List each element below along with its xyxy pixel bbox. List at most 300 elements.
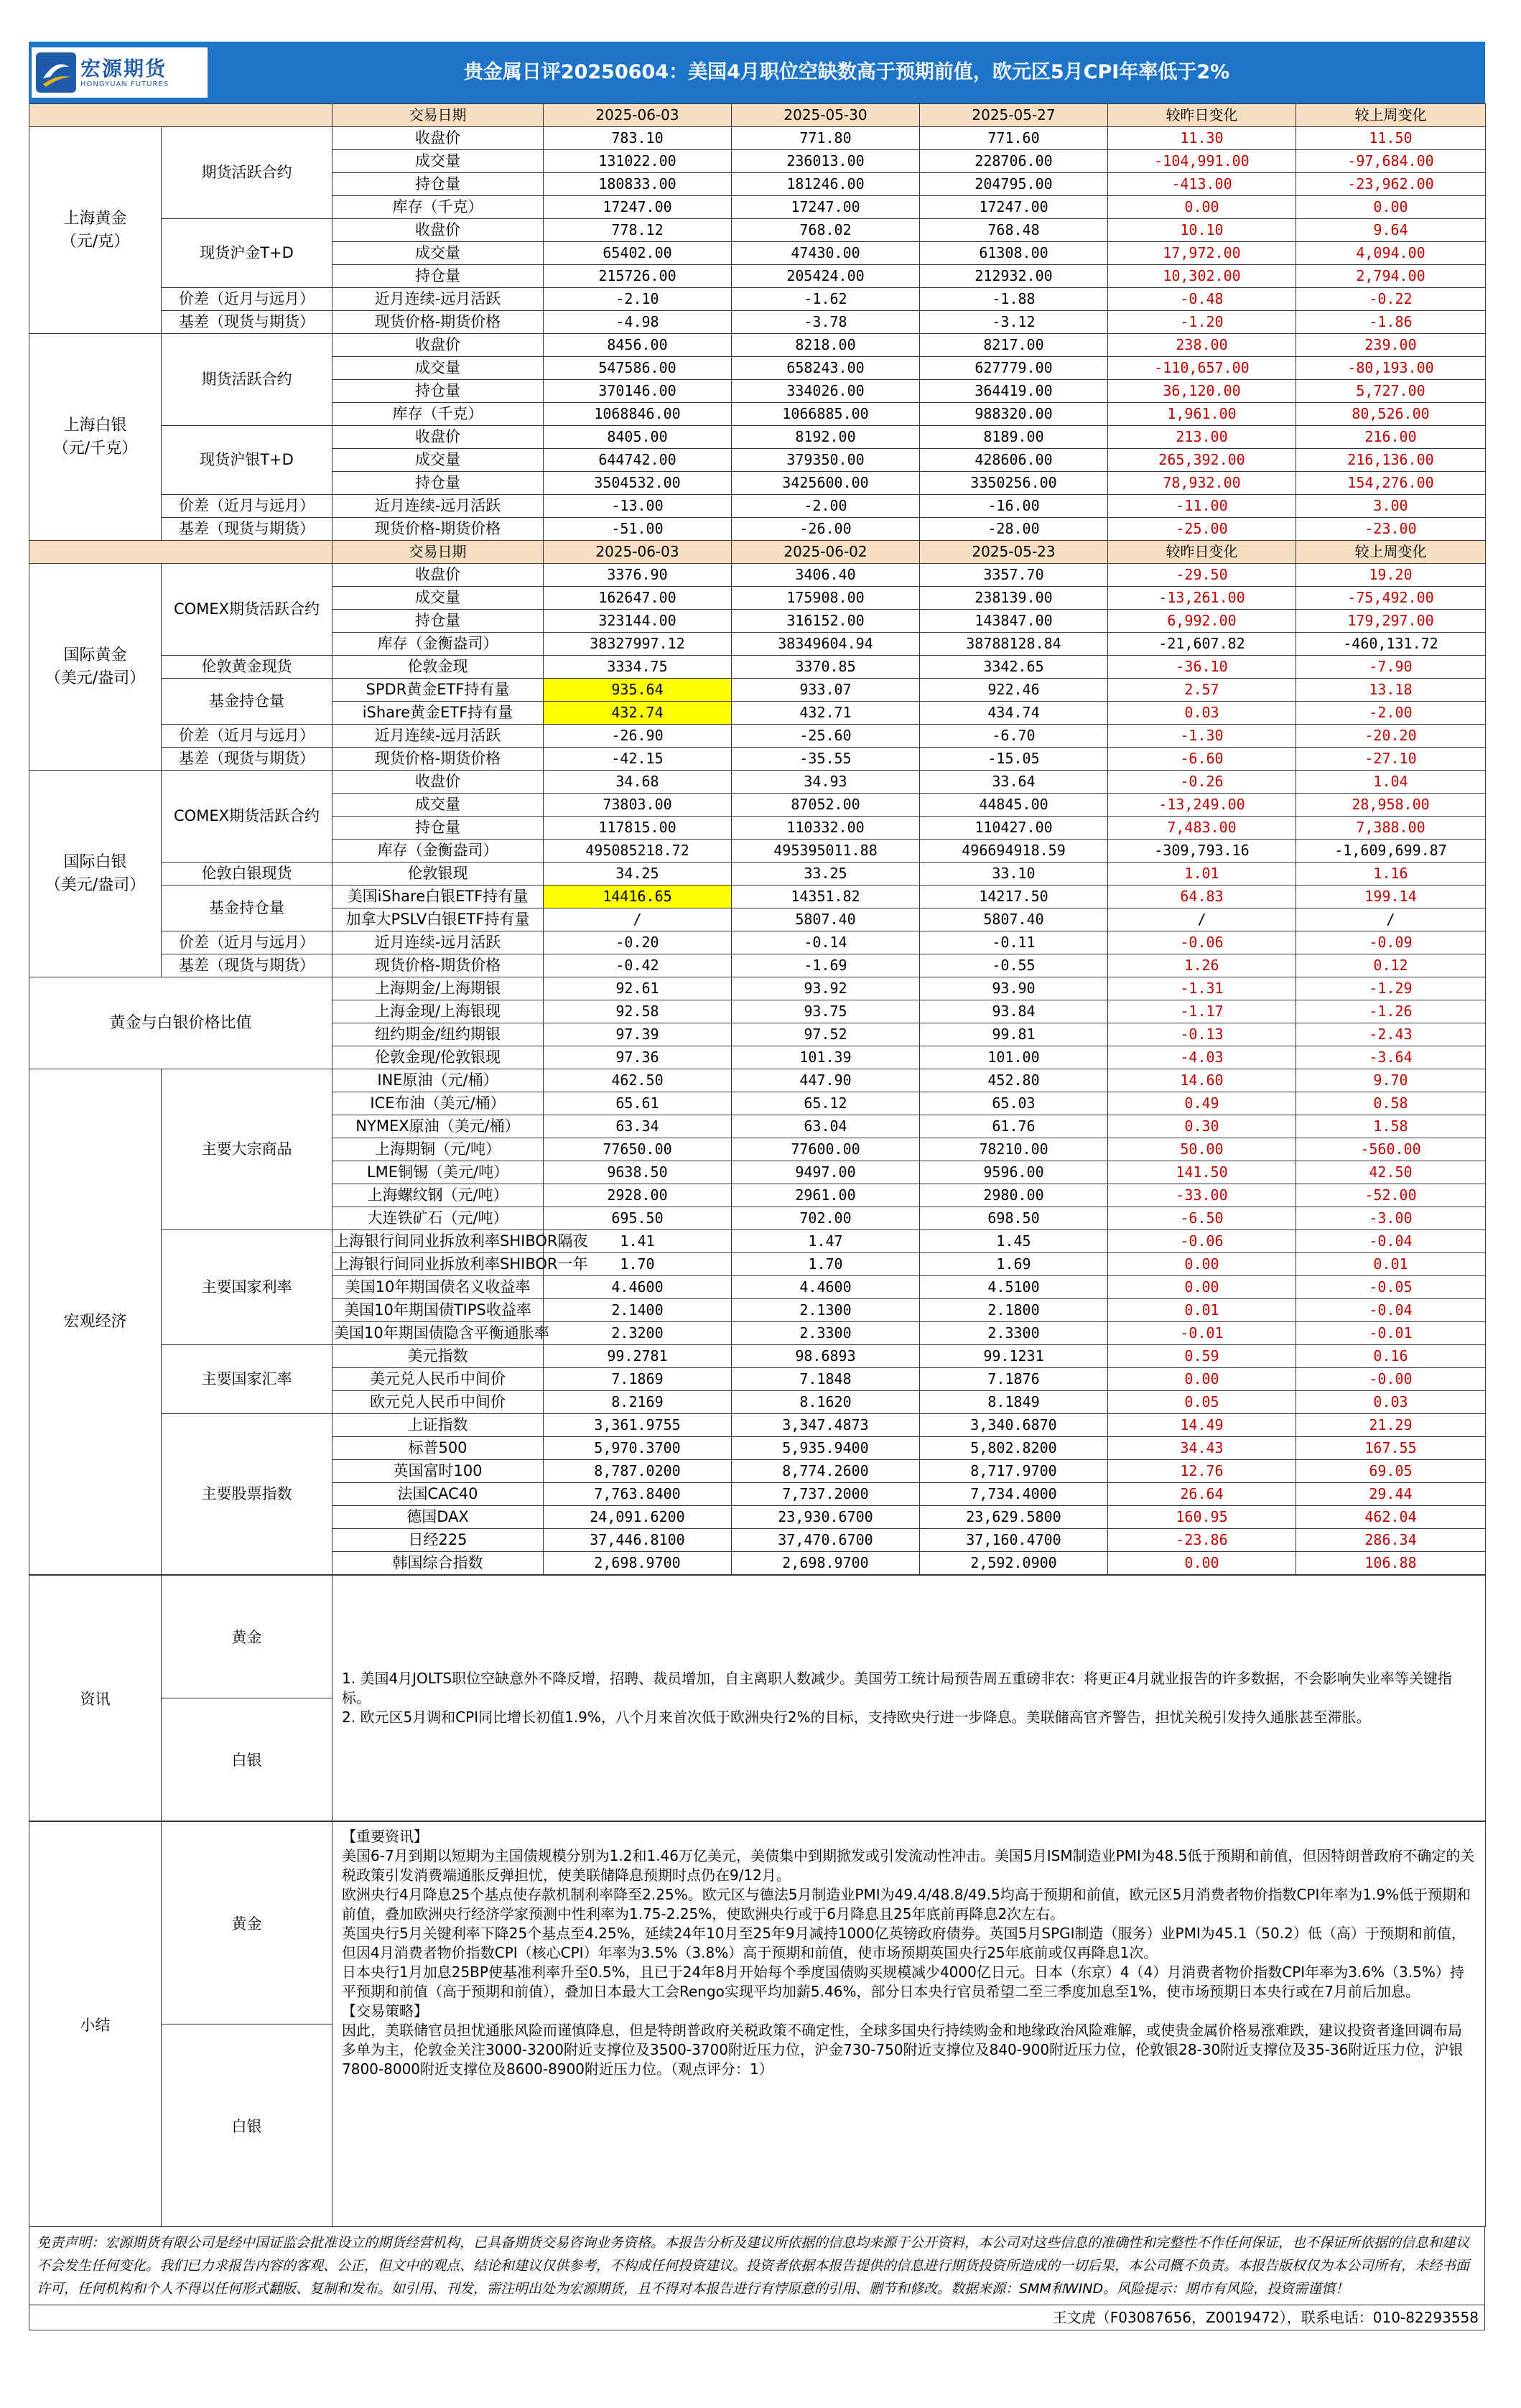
value-cell: 8192.00 xyxy=(732,426,920,449)
value-cell: 771.80 xyxy=(732,127,920,150)
value-cell: 5,970.3700 xyxy=(544,1437,732,1460)
value-cell: 9596.00 xyxy=(920,1161,1108,1184)
value-cell: 34.68 xyxy=(544,771,732,794)
value-cell: 154,276.00 xyxy=(1296,472,1486,495)
value-cell: 9.64 xyxy=(1296,219,1486,242)
value-cell: -6.60 xyxy=(1108,748,1296,771)
value-cell: 0.01 xyxy=(1296,1253,1486,1276)
header-blank xyxy=(29,541,332,564)
value-cell: 167.55 xyxy=(1296,1437,1486,1460)
metric-name: 法国CAC40 xyxy=(332,1483,544,1506)
value-cell: 64.83 xyxy=(1108,885,1296,908)
info-paragraph-1: 1. 美国4月JOLTS职位空缺意外不降反增，招聘、裁员增加，自主离职人数减少。美国劳工统计局预告周五重磅非农：将更正4月就业报告的许多数据，不会影响失业率等关键指标。 xyxy=(342,1670,1452,1706)
value-cell: 63.34 xyxy=(544,1115,732,1138)
metric-name: 持仓量 xyxy=(332,817,544,840)
value-cell: -2.00 xyxy=(732,495,920,518)
metric-name: 现货价格-期货价格 xyxy=(332,954,544,977)
value-cell: 101.00 xyxy=(920,1046,1108,1069)
metric-name: 纽约期金/纽约期银 xyxy=(332,1023,544,1046)
value-cell: 17247.00 xyxy=(732,196,920,219)
value-cell: 23,930.6700 xyxy=(732,1506,920,1529)
value-cell: 17247.00 xyxy=(544,196,732,219)
value-cell: / xyxy=(1296,908,1486,931)
value-cell: -1.69 xyxy=(732,954,920,977)
value-cell: 215726.00 xyxy=(544,265,732,288)
value-cell: 496694918.59 xyxy=(920,840,1108,863)
value-cell: 65.61 xyxy=(544,1092,732,1115)
metric-name: 持仓量 xyxy=(332,380,544,403)
value-cell: 92.61 xyxy=(544,977,732,1000)
value-cell: -0.04 xyxy=(1296,1299,1486,1322)
sub-group-label: 价差（近月与远月） xyxy=(162,931,332,954)
value-cell: 228706.00 xyxy=(920,150,1108,173)
metric-name: 美国iShare白银ETF持有量 xyxy=(332,885,544,908)
value-cell: 1.41 xyxy=(544,1230,732,1253)
metric-name: 持仓量 xyxy=(332,173,544,196)
value-cell: 334026.00 xyxy=(732,380,920,403)
value-cell: -1.88 xyxy=(920,288,1108,311)
value-cell: 2,698.9700 xyxy=(544,1552,732,1575)
metric-name: 库存（千克） xyxy=(332,196,544,219)
metric-name: INE原油（元/桶） xyxy=(332,1069,544,1092)
value-cell: 213.00 xyxy=(1108,426,1296,449)
report-page xyxy=(29,42,1485,2330)
value-cell: -0.26 xyxy=(1108,771,1296,794)
value-cell: 0.58 xyxy=(1296,1092,1486,1115)
metric-name: 上海期金/上海期银 xyxy=(332,977,544,1000)
value-cell: / xyxy=(1108,908,1296,931)
metric-name: 加拿大PSLV白银ETF持有量 xyxy=(332,908,544,931)
value-cell: 8.1620 xyxy=(732,1391,920,1414)
metric-name: 标普500 xyxy=(332,1437,544,1460)
value-cell: -2.43 xyxy=(1296,1023,1486,1046)
value-cell: 5,727.00 xyxy=(1296,380,1486,403)
value-cell: -15.05 xyxy=(920,748,1108,771)
table-row xyxy=(29,518,1486,541)
sub-group-label: 基差（现货与期货） xyxy=(162,954,332,977)
value-cell: 1066885.00 xyxy=(732,403,920,426)
value-cell: 42.50 xyxy=(1296,1161,1486,1184)
value-cell: / xyxy=(544,908,732,931)
value-cell: 117815.00 xyxy=(544,817,732,840)
value-cell: 988320.00 xyxy=(920,403,1108,426)
value-cell: -51.00 xyxy=(544,518,732,541)
value-cell: 3342.65 xyxy=(920,656,1108,679)
value-cell: 24,091.6200 xyxy=(544,1506,732,1529)
analyst-contact: 王文虎（F03087656，Z0019472），联系电话：010-82293558 xyxy=(29,2305,1485,2330)
header-blank xyxy=(29,104,332,127)
sub-group-label: 基差（现货与期货） xyxy=(162,748,332,771)
value-cell: -0.55 xyxy=(920,954,1108,977)
value-cell: 238139.00 xyxy=(920,587,1108,610)
value-cell: 2.3300 xyxy=(920,1322,1108,1345)
value-cell: 3504532.00 xyxy=(544,472,732,495)
value-cell: 0.03 xyxy=(1296,1391,1486,1414)
value-cell: 0.12 xyxy=(1296,954,1486,977)
value-cell: 7.1869 xyxy=(544,1368,732,1391)
metric-name: 库存（千克） xyxy=(332,403,544,426)
value-cell: 80,526.00 xyxy=(1296,403,1486,426)
value-cell: 0.03 xyxy=(1108,702,1296,725)
value-cell: 452.80 xyxy=(920,1069,1108,1092)
group-label: 宏观经济 xyxy=(29,1069,162,1575)
value-cell: 627779.00 xyxy=(920,357,1108,380)
metric-name: 伦敦金现/伦敦银现 xyxy=(332,1046,544,1069)
value-cell: 933.07 xyxy=(732,679,920,702)
value-cell: 0.00 xyxy=(1108,196,1296,219)
table-row xyxy=(29,771,1486,794)
metric-name: SPDR黄金ETF持有量 xyxy=(332,679,544,702)
value-cell: -25.60 xyxy=(732,725,920,748)
table-header-row xyxy=(29,541,1486,564)
table-row xyxy=(29,1414,1486,1437)
value-cell: 99.2781 xyxy=(544,1345,732,1368)
value-cell: 1.04 xyxy=(1296,771,1486,794)
value-cell: -80,193.00 xyxy=(1296,357,1486,380)
value-cell: 5807.40 xyxy=(920,908,1108,931)
value-cell: 162647.00 xyxy=(544,587,732,610)
value-cell: 0.05 xyxy=(1108,1391,1296,1414)
column-header: 2025-05-23 xyxy=(920,541,1108,564)
value-cell: -13,249.00 xyxy=(1108,794,1296,817)
metric-name: 欧元兑人民币中间价 xyxy=(332,1391,544,1414)
value-cell: 61.76 xyxy=(920,1115,1108,1138)
value-cell: 38327997.12 xyxy=(544,633,732,656)
value-cell: 7.1848 xyxy=(732,1368,920,1391)
group-label: 国际黄金 （美元/盎司） xyxy=(29,564,162,771)
metric-name: 收盘价 xyxy=(332,334,544,357)
value-cell: 65.12 xyxy=(732,1092,920,1115)
value-cell: 434.74 xyxy=(920,702,1108,725)
value-cell: -3.12 xyxy=(920,311,1108,334)
value-cell: 2.3200 xyxy=(544,1322,732,1345)
value-cell: -23.86 xyxy=(1108,1529,1296,1552)
value-cell: 38788128.84 xyxy=(920,633,1108,656)
value-cell: -6.70 xyxy=(920,725,1108,748)
info-content xyxy=(332,1576,1486,1821)
sub-group-label: 基差（现货与期货） xyxy=(162,311,332,334)
value-cell: -1.86 xyxy=(1296,311,1486,334)
value-cell: 12.76 xyxy=(1108,1460,1296,1483)
value-cell: -25.00 xyxy=(1108,518,1296,541)
metric-name: 近月连续-远月活跃 xyxy=(332,288,544,311)
value-cell: -26.90 xyxy=(544,725,732,748)
value-cell: -28.00 xyxy=(920,518,1108,541)
value-cell: 77600.00 xyxy=(732,1138,920,1161)
value-cell: 106.88 xyxy=(1296,1552,1486,1575)
value-cell: 2.57 xyxy=(1108,679,1296,702)
metric-name: 持仓量 xyxy=(332,472,544,495)
value-cell: -0.09 xyxy=(1296,931,1486,954)
metric-name: 伦敦金现 xyxy=(332,656,544,679)
value-cell: -7.90 xyxy=(1296,656,1486,679)
value-cell: -1.17 xyxy=(1108,1000,1296,1023)
metric-name: 近月连续-远月活跃 xyxy=(332,931,544,954)
value-cell: -104,991.00 xyxy=(1108,150,1296,173)
value-cell: 77650.00 xyxy=(544,1138,732,1161)
sub-group-label: 期货活跃合约 xyxy=(162,127,332,219)
value-cell: 323144.00 xyxy=(544,610,732,633)
value-cell: 34.25 xyxy=(544,863,732,885)
value-cell: -20.20 xyxy=(1296,725,1486,748)
value-cell: 34.43 xyxy=(1108,1437,1296,1460)
metric-name: 收盘价 xyxy=(332,771,544,794)
column-header: 交易日期 xyxy=(332,104,544,127)
value-cell: 8,774.2600 xyxy=(732,1460,920,1483)
value-cell: 14.60 xyxy=(1108,1069,1296,1092)
table-row xyxy=(29,1230,1486,1253)
value-cell: -6.50 xyxy=(1108,1207,1296,1230)
sub-group-label: 基差（现货与期货） xyxy=(162,518,332,541)
column-header: 较昨日变化 xyxy=(1108,541,1296,564)
value-cell: 8405.00 xyxy=(544,426,732,449)
report-title: 贵金属日评20250604：美国4月职位空缺数高于预期前值，欧元区5月CPI年率低于2% xyxy=(463,61,1230,83)
value-cell: 370146.00 xyxy=(544,380,732,403)
value-cell: 2961.00 xyxy=(732,1184,920,1207)
value-cell: 34.93 xyxy=(732,771,920,794)
value-cell: -0.05 xyxy=(1296,1276,1486,1299)
metric-name: 成交量 xyxy=(332,150,544,173)
value-cell: 0.00 xyxy=(1296,196,1486,219)
value-cell: 8.1849 xyxy=(920,1391,1108,1414)
value-cell: -3.00 xyxy=(1296,1207,1486,1230)
value-cell: -0.14 xyxy=(732,931,920,954)
column-header: 较昨日变化 xyxy=(1108,104,1296,127)
column-header: 交易日期 xyxy=(332,541,544,564)
value-cell: 1.47 xyxy=(732,1230,920,1253)
value-cell: -3.78 xyxy=(732,311,920,334)
summary-section xyxy=(29,1821,1486,2227)
value-cell: 175908.00 xyxy=(732,587,920,610)
sub-group-label: COMEX期货活跃合约 xyxy=(162,771,332,863)
value-cell: -1.20 xyxy=(1108,311,1296,334)
sub-group-label: 价差（近月与远月） xyxy=(162,725,332,748)
value-cell: 180833.00 xyxy=(544,173,732,196)
value-cell: 17247.00 xyxy=(920,196,1108,219)
metric-name: 成交量 xyxy=(332,242,544,265)
value-cell: 14217.50 xyxy=(920,885,1108,908)
value-cell: 236013.00 xyxy=(732,150,920,173)
value-cell: 462.50 xyxy=(544,1069,732,1092)
value-cell: 644742.00 xyxy=(544,449,732,472)
value-cell: 698.50 xyxy=(920,1207,1108,1230)
value-cell: 286.34 xyxy=(1296,1529,1486,1552)
info-paragraph-2: 2. 欧元区5月调和CPI同比增长初值1.9%，八个月来首次低于欧洲央行2%的目标，支持欧央行进一步降息。美联储高官齐警告，担忧关税引发持久通胀甚至滞胀。 xyxy=(342,1709,1371,1726)
value-cell: -0.42 xyxy=(544,954,732,977)
sub-group-label: 现货沪银T+D xyxy=(162,426,332,495)
value-cell: 1.58 xyxy=(1296,1115,1486,1138)
summary-paragraph-4: 日本央行1月加息25BP使基准利率升至0.5%，且已于24年8月开始每个季度国债购买规模减少4000亿日元。日本（东京）4（4）月消费者物价指数CPI年率为3.6%（3.5%）持平预期和前值（高于预期和前值），叠加日本最大工会Rengo实现平均加薪5.46%，部分日本央行官员希望二至三季度加息至1%，使市场预期日本央行或在7月前后加息。 xyxy=(342,1963,1464,2000)
value-cell: 4.5100 xyxy=(920,1276,1108,1299)
value-cell: 1.69 xyxy=(920,1253,1108,1276)
value-cell: -0.01 xyxy=(1296,1322,1486,1345)
value-cell: 216,136.00 xyxy=(1296,449,1486,472)
value-cell: 3,340.6870 xyxy=(920,1414,1108,1437)
value-cell: 0.00 xyxy=(1108,1552,1296,1575)
table-row xyxy=(29,495,1486,518)
summary-content xyxy=(332,1822,1486,2227)
value-cell: 37,446.8100 xyxy=(544,1529,732,1552)
value-cell: 0.16 xyxy=(1296,1345,1486,1368)
value-cell: -0.01 xyxy=(1108,1322,1296,1345)
value-cell: 239.00 xyxy=(1296,334,1486,357)
value-cell: 97.52 xyxy=(732,1023,920,1046)
value-cell: 1.70 xyxy=(732,1253,920,1276)
value-cell: -1.29 xyxy=(1296,977,1486,1000)
value-cell: -560.00 xyxy=(1296,1138,1486,1161)
metric-name: 伦敦银现 xyxy=(332,863,544,885)
value-cell: 33.10 xyxy=(920,863,1108,885)
value-cell: 316152.00 xyxy=(732,610,920,633)
value-cell: -0.06 xyxy=(1108,931,1296,954)
value-cell: 3357.70 xyxy=(920,564,1108,587)
hongyuan-logo-icon xyxy=(36,52,76,93)
value-cell: 1.26 xyxy=(1108,954,1296,977)
value-cell: 8,787.0200 xyxy=(544,1460,732,1483)
table-row xyxy=(29,219,1486,242)
column-header: 2025-05-27 xyxy=(920,104,1108,127)
metric-name: 收盘价 xyxy=(332,564,544,587)
value-cell: 702.00 xyxy=(732,1207,920,1230)
value-cell: 29.44 xyxy=(1296,1483,1486,1506)
value-cell: -1.30 xyxy=(1108,725,1296,748)
summary-heading-news: 【重要资讯】 xyxy=(342,1828,428,1845)
value-cell: -21,607.82 xyxy=(1108,633,1296,656)
metric-name: 成交量 xyxy=(332,587,544,610)
value-cell: 379350.00 xyxy=(732,449,920,472)
value-cell: 432.71 xyxy=(732,702,920,725)
value-cell: 428606.00 xyxy=(920,449,1108,472)
value-cell: 10.10 xyxy=(1108,219,1296,242)
summary-paragraph-2: 欧洲央行4月降息25个基点使存款机制利率降至2.25%。欧元区与德法5月制造业PMI为49.4/48.8/49.5均高于预期和前值，欧元区5月消费者物价指数CPI年率为1.9%低于预期和前值，叠加欧洲央行经济学家预测中性利率为1.75-2.25%，使欧洲央行或于6月降息且25年底前再降息2次左右。 xyxy=(342,1886,1471,1923)
metric-name: 美国10年期国债TIPS收益率 xyxy=(332,1299,544,1322)
table-row xyxy=(29,885,1486,908)
group-label: 上海黄金 （元/克） xyxy=(29,127,162,334)
value-cell: 3425600.00 xyxy=(732,472,920,495)
table-row xyxy=(29,725,1486,748)
table-row xyxy=(29,863,1486,885)
value-cell: -75,492.00 xyxy=(1296,587,1486,610)
value-cell: 1.16 xyxy=(1296,863,1486,885)
table-row xyxy=(29,564,1486,587)
value-cell: 73803.00 xyxy=(544,794,732,817)
value-cell: 3,361.9755 xyxy=(544,1414,732,1437)
metric-name: 近月连续-远月活跃 xyxy=(332,495,544,518)
value-cell: 36,120.00 xyxy=(1108,380,1296,403)
value-cell: 768.48 xyxy=(920,219,1108,242)
table-row xyxy=(29,748,1486,771)
group-label: 黄金与白银价格比值 xyxy=(29,977,332,1069)
value-cell: -1.26 xyxy=(1296,1000,1486,1023)
metric-name: 持仓量 xyxy=(332,610,544,633)
value-cell: 179,297.00 xyxy=(1296,610,1486,633)
summary-heading-strategy: 【交易策略】 xyxy=(342,2002,428,2019)
value-cell: 658243.00 xyxy=(732,357,920,380)
market-data-table xyxy=(29,103,1486,1575)
value-cell: 495085218.72 xyxy=(544,840,732,863)
table-row xyxy=(29,931,1486,954)
value-cell: 14416.65 xyxy=(544,885,732,908)
value-cell: 783.10 xyxy=(544,127,732,150)
value-cell: 33.25 xyxy=(732,863,920,885)
metric-name: 大连铁矿石（元/吨） xyxy=(332,1207,544,1230)
metric-name: 成交量 xyxy=(332,449,544,472)
value-cell: -33.00 xyxy=(1108,1184,1296,1207)
value-cell: -35.55 xyxy=(732,748,920,771)
metric-name: 收盘价 xyxy=(332,127,544,150)
value-cell: -2.00 xyxy=(1296,702,1486,725)
value-cell: 99.81 xyxy=(920,1023,1108,1046)
value-cell: 3406.40 xyxy=(732,564,920,587)
value-cell: 2,592.0900 xyxy=(920,1552,1108,1575)
value-cell: 98.6893 xyxy=(732,1345,920,1368)
value-cell: -460,131.72 xyxy=(1296,633,1486,656)
value-cell: 199.14 xyxy=(1296,885,1486,908)
value-cell: 8,717.9700 xyxy=(920,1460,1108,1483)
value-cell: 0.00 xyxy=(1108,1368,1296,1391)
value-cell: -0.06 xyxy=(1108,1230,1296,1253)
column-header: 较上周变化 xyxy=(1296,104,1486,127)
value-cell: 0.00 xyxy=(1108,1276,1296,1299)
value-cell: 37,160.4700 xyxy=(920,1529,1108,1552)
value-cell: 1.70 xyxy=(544,1253,732,1276)
metric-name: 上海银行间同业拆放利率SHIBOR隔夜 xyxy=(332,1230,544,1253)
value-cell: 1,961.00 xyxy=(1108,403,1296,426)
metric-name: 美国10年期国债隐含平衡通胀率 xyxy=(332,1322,544,1345)
value-cell: -97,684.00 xyxy=(1296,150,1486,173)
value-cell: -0.22 xyxy=(1296,288,1486,311)
value-cell: -2.10 xyxy=(544,288,732,311)
value-cell: 3350256.00 xyxy=(920,472,1108,495)
value-cell: 0.00 xyxy=(1108,1253,1296,1276)
value-cell: 2.1300 xyxy=(732,1299,920,1322)
value-cell: -1.31 xyxy=(1108,977,1296,1000)
value-cell: 93.84 xyxy=(920,1000,1108,1023)
value-cell: 4.4600 xyxy=(732,1276,920,1299)
metric-name: 上证指数 xyxy=(332,1414,544,1437)
info-section xyxy=(29,1575,1486,1821)
value-cell: 922.46 xyxy=(920,679,1108,702)
sub-group-label: 价差（近月与远月） xyxy=(162,288,332,311)
value-cell: -11.00 xyxy=(1108,495,1296,518)
value-cell: 462.04 xyxy=(1296,1506,1486,1529)
group-label: 上海白银 （元/千克） xyxy=(29,334,162,541)
metric-name: 上海螺纹钢（元/吨） xyxy=(332,1184,544,1207)
table-row xyxy=(29,954,1486,977)
value-cell: 0.30 xyxy=(1108,1115,1296,1138)
metric-name: 成交量 xyxy=(332,794,544,817)
value-cell: 1.45 xyxy=(920,1230,1108,1253)
value-cell: 8189.00 xyxy=(920,426,1108,449)
value-cell: 10,302.00 xyxy=(1108,265,1296,288)
value-cell: 695.50 xyxy=(544,1207,732,1230)
value-cell: 93.75 xyxy=(732,1000,920,1023)
metric-name: 上海期铜（元/吨） xyxy=(332,1138,544,1161)
value-cell: 65402.00 xyxy=(544,242,732,265)
table-row xyxy=(29,288,1486,311)
value-cell: 0.59 xyxy=(1108,1345,1296,1368)
value-cell: 28,958.00 xyxy=(1296,794,1486,817)
value-cell: 14.49 xyxy=(1108,1414,1296,1437)
sub-group-label: 主要股票指数 xyxy=(162,1414,332,1575)
value-cell: 8.2169 xyxy=(544,1391,732,1414)
column-header: 2025-05-30 xyxy=(732,104,920,127)
value-cell: 38349604.94 xyxy=(732,633,920,656)
metric-name: 现货价格-期货价格 xyxy=(332,518,544,541)
summary-gold-label: 黄金 xyxy=(162,1822,332,2025)
column-header: 2025-06-03 xyxy=(544,104,732,127)
metric-name: 近月连续-远月活跃 xyxy=(332,725,544,748)
